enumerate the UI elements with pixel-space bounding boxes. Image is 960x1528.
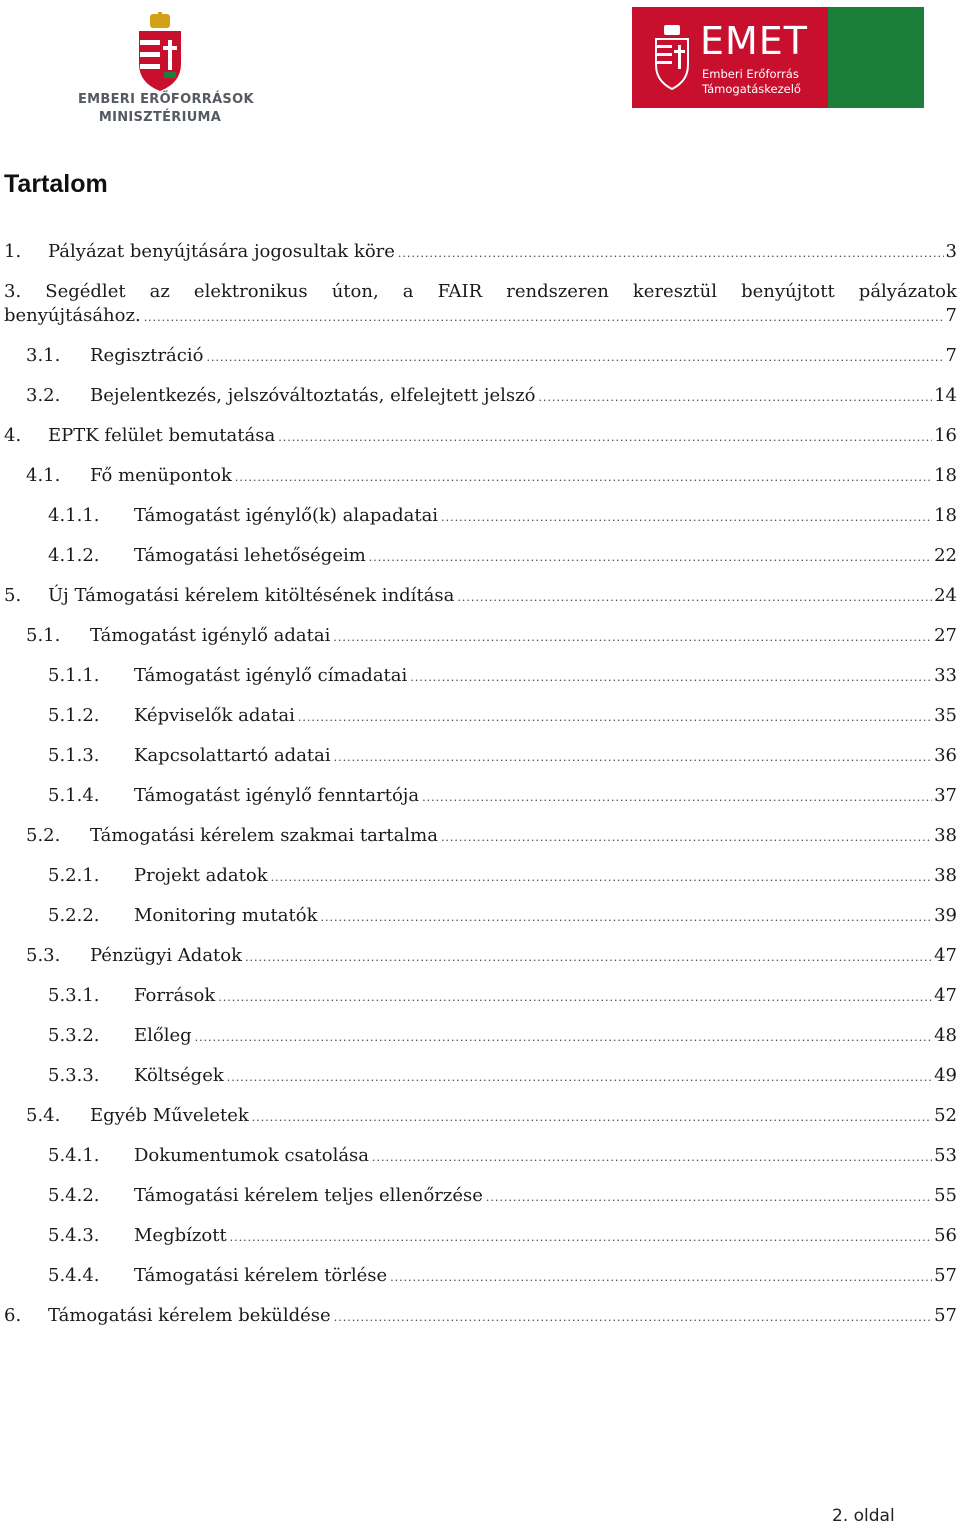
toc-entry-page: 22: [934, 545, 957, 566]
toc-leader-dots: [486, 1184, 932, 1212]
toc-entry-number: 5.1.2.: [48, 705, 100, 726]
toc-leader-dots: [252, 1104, 932, 1132]
toc-entry[interactable]: [48, 1062, 957, 1090]
toc-entry[interactable]: [48, 742, 957, 770]
toc-leader-dots: [333, 624, 932, 652]
toc-entry[interactable]: [4, 582, 957, 610]
toc-entry-page: 47: [934, 945, 957, 966]
toc-entry-page: 53: [934, 1145, 957, 1166]
toc-entry[interactable]: [48, 1262, 957, 1290]
toc-leader-dots: [398, 240, 944, 268]
toc-entry-label: Regisztráció: [90, 345, 204, 366]
toc-entry[interactable]: [4, 302, 957, 330]
toc-entry-label: Pályázat benyújtására jogosultak köre: [48, 241, 395, 262]
ministry-name-line1: EMBERI ERŐFORRÁSOK: [78, 92, 254, 107]
toc-entry-label: Támogatási kérelem szakmai tartalma: [90, 825, 438, 846]
toc-leader-dots: [390, 1264, 932, 1292]
toc-entry-label: EPTK felület bemutatása: [48, 425, 276, 446]
emet-subtitle-line1: Emberi Erőforrás: [702, 67, 799, 81]
toc-entry-label: Fő menüpontok: [90, 465, 232, 486]
toc-entry[interactable]: [48, 702, 957, 730]
page-number-footer: 2. oldal: [832, 1506, 895, 1526]
toc-leader-dots: [271, 864, 932, 892]
toc-entry-number: 5.4.3.: [48, 1225, 100, 1246]
toc-entry-label: Monitoring mutatók: [134, 905, 318, 926]
toc-entry-label: benyújtásához.: [4, 305, 141, 326]
toc-leader-dots: [441, 504, 932, 532]
toc-entry-page: 16: [934, 425, 957, 446]
toc-entry-page: 27: [934, 625, 957, 646]
toc-entry-number: 3.: [4, 281, 22, 302]
toc-leader-dots: [195, 1024, 932, 1052]
toc-entry[interactable]: [48, 902, 957, 930]
toc-entry-number: 5.4.: [26, 1105, 61, 1126]
toc-leader-dots: [372, 1144, 932, 1172]
toc-leader-dots: [235, 464, 932, 492]
toc-entry[interactable]: [26, 622, 957, 650]
toc-entry-word: benyújtott: [741, 281, 835, 302]
toc-entry-label: Támogatási kérelem teljes ellenőrzése: [134, 1185, 483, 1206]
emet-logo-green-panel: [828, 7, 924, 108]
toc-entry[interactable]: [48, 982, 957, 1010]
toc-entry-word: pályázatok: [858, 281, 957, 302]
toc-entry-word: Segédlet: [45, 281, 126, 302]
toc-entry-label: Pénzügyi Adatok: [90, 945, 243, 966]
toc-entry-number: 3.1.: [26, 345, 61, 366]
toc-leader-dots: [538, 384, 932, 412]
toc-entry-number: 5.4.2.: [48, 1185, 100, 1206]
toc-entry-word: rendszeren: [506, 281, 609, 302]
toc-leader-dots: [278, 424, 932, 452]
ministry-logo: [78, 10, 254, 126]
toc-leader-dots: [422, 784, 932, 812]
toc-entry-page: 18: [934, 505, 957, 526]
toc-entry-word: keresztül: [632, 281, 718, 302]
toc-entry-number: 4.1.1.: [48, 505, 100, 526]
toc-entry-page: 38: [934, 825, 957, 846]
toc-entry-page: 47: [934, 985, 957, 1006]
toc-entry-word: elektronikus: [193, 281, 308, 302]
toc-title: Tartalom: [4, 170, 108, 198]
toc-entry-number: 5.1.1.: [48, 665, 100, 686]
toc-entry-number: 5.1.4.: [48, 785, 100, 806]
toc-entry-word: a: [402, 281, 414, 302]
toc-entry-label: Kapcsolattartó adatai: [134, 745, 331, 766]
toc-entry-page: 35: [934, 705, 957, 726]
toc-entry-page: 48: [934, 1025, 957, 1046]
toc-entry[interactable]: [4, 1302, 957, 1330]
toc-entry[interactable]: [48, 542, 957, 570]
toc-entry-label: Projekt adatok: [134, 865, 268, 886]
toc-entry-number: 5.3.3.: [48, 1065, 100, 1086]
toc-entry-label: Támogatást igénylő adatai: [90, 625, 331, 646]
toc-entry-label: Megbízott: [134, 1225, 227, 1246]
emet-wordmark: EMET: [700, 19, 809, 63]
hungarian-crest-icon: [136, 12, 184, 92]
toc-entry-page: 52: [934, 1105, 957, 1126]
toc-entry[interactable]: [4, 422, 957, 450]
emet-subtitle-line2: Támogatáskezelő: [702, 82, 801, 96]
toc-leader-dots: [321, 904, 933, 932]
toc-leader-dots: [457, 584, 932, 612]
toc-entry[interactable]: [4, 238, 957, 266]
toc-leader-dots: [218, 984, 932, 1012]
toc-entry-page: 33: [934, 665, 957, 686]
toc-entry-number: 4.1.2.: [48, 545, 100, 566]
toc-entry-label: Képviselők adatai: [134, 705, 295, 726]
toc-entry-page: 56: [934, 1225, 957, 1246]
toc-entry-word: úton,: [331, 281, 379, 302]
toc-entry[interactable]: [48, 782, 957, 810]
toc-entry-label: Támogatási kérelem beküldése: [48, 1305, 331, 1326]
toc-entry-page: 7: [945, 305, 957, 326]
toc-entry-page: 3: [945, 241, 957, 262]
toc-entry-page: 38: [934, 865, 957, 886]
toc-entry-page: 39: [934, 905, 957, 926]
toc-leader-dots: [334, 744, 932, 772]
toc-entry-number: 5.3.: [26, 945, 61, 966]
toc-entry-page: 24: [934, 585, 957, 606]
toc-entry[interactable]: [48, 1142, 957, 1170]
toc-entry[interactable]: [48, 862, 957, 890]
ministry-name-line2: MINISZTÉRIUMA: [98, 110, 222, 125]
toc-leader-dots: [369, 544, 932, 572]
toc-leader-dots: [245, 944, 932, 972]
toc-entry-label: Új Támogatási kérelem kitöltésének indítása: [48, 585, 455, 606]
toc-entry-page: 36: [934, 745, 957, 766]
toc-entry-number: 5.3.1.: [48, 985, 100, 1006]
toc-entry-page: 49: [934, 1065, 957, 1086]
toc-entry[interactable]: [26, 342, 957, 370]
toc-entry[interactable]: [48, 1222, 957, 1250]
toc-entry-number: 5.: [4, 585, 22, 606]
toc-entry-word: FAIR: [437, 281, 483, 302]
toc-entry-number: 5.2.1.: [48, 865, 100, 886]
toc-leader-dots: [298, 704, 932, 732]
toc-entry[interactable]: [26, 462, 957, 490]
toc-entry-label: Támogatási kérelem törlése: [134, 1265, 388, 1286]
toc-entry-page: 57: [934, 1305, 957, 1326]
toc-entry-page: 57: [934, 1265, 957, 1286]
toc-entry-number: 4.1.: [26, 465, 61, 486]
toc-entry-number: 1.: [4, 241, 22, 262]
toc-entry-label: Támogatást igénylő fenntartója: [134, 785, 420, 806]
toc-entry[interactable]: [48, 1022, 957, 1050]
toc-entry[interactable]: [26, 942, 957, 970]
toc-entry-number: 5.4.4.: [48, 1265, 100, 1286]
toc-entry[interactable]: [48, 502, 957, 530]
toc-entry[interactable]: [26, 1102, 957, 1130]
toc-leader-dots: [144, 304, 944, 332]
toc-entry[interactable]: [26, 382, 957, 410]
toc-entry-label: Támogatást igénylő címadatai: [134, 665, 408, 686]
toc-entry-page: 18: [934, 465, 957, 486]
toc-entry-page: 55: [934, 1185, 957, 1206]
toc-entry-number: 5.2.: [26, 825, 61, 846]
toc-entry-label: Támogatási lehetőségeim: [134, 545, 366, 566]
toc-entry-number: 5.2.2.: [48, 905, 100, 926]
toc-leader-dots: [230, 1224, 932, 1252]
toc-entry[interactable]: [26, 822, 957, 850]
toc-entry[interactable]: [48, 662, 957, 690]
toc-leader-dots: [227, 1064, 932, 1092]
toc-entry-page: 14: [934, 385, 957, 406]
toc-entry-page: 37: [934, 785, 957, 806]
toc-entry[interactable]: [48, 1182, 957, 1210]
toc-entry-number: 4.: [4, 425, 22, 446]
toc-entry-word: az: [149, 281, 170, 302]
toc-entry-page: 7: [945, 345, 957, 366]
toc-entry-label: Egyéb Műveletek: [90, 1105, 249, 1126]
toc-entry-label: Bejelentkezés, jelszóváltoztatás, elfelejtett jelszó: [90, 385, 536, 406]
toc-entry-label: Támogatást igénylő(k) alapadatai: [134, 505, 439, 526]
emet-logo: [632, 7, 924, 108]
hungarian-crest-icon: [654, 25, 690, 91]
toc-entry-number: 5.3.2.: [48, 1025, 100, 1046]
toc-entry-label: Források: [134, 985, 216, 1006]
emet-logo-red-panel: [632, 7, 828, 108]
toc-leader-dots: [410, 664, 932, 692]
toc-entry-number: 6.: [4, 1305, 22, 1326]
toc-leader-dots: [334, 1304, 932, 1332]
toc-leader-dots: [441, 824, 932, 852]
toc-entry-number: 5.4.1.: [48, 1145, 100, 1166]
toc-entry-label: Előleg: [134, 1025, 192, 1046]
toc-entry-number: 3.2.: [26, 385, 61, 406]
toc-leader-dots: [206, 344, 943, 372]
toc-entry-label: Költségek: [134, 1065, 224, 1086]
toc-entry-number: 5.1.: [26, 625, 61, 646]
toc-entry-label: Dokumentumok csatolása: [134, 1145, 370, 1166]
toc-entry-number: 5.1.3.: [48, 745, 100, 766]
